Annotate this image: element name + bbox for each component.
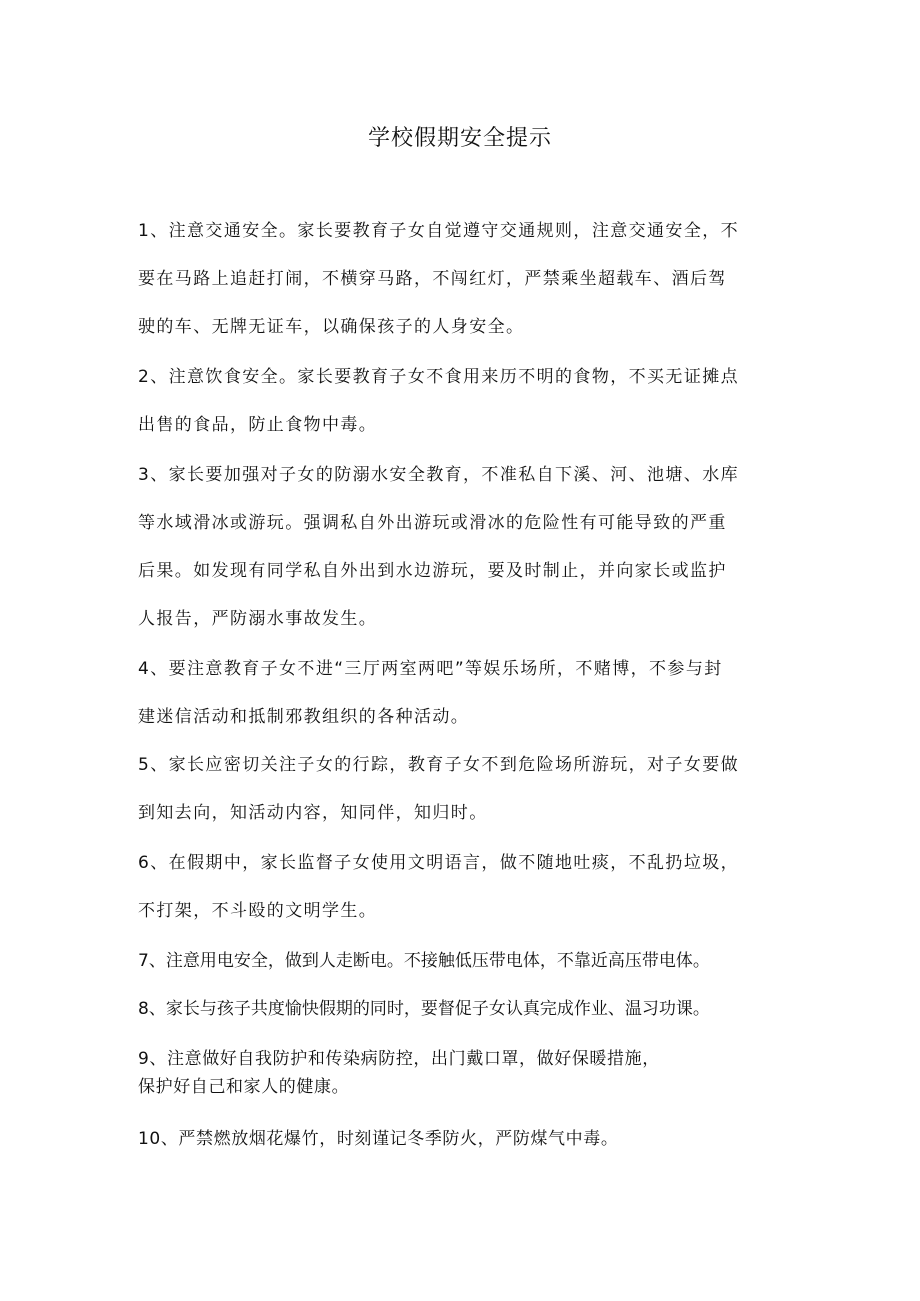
tip-3-line-3: 后果。如发现有同学私自外出到水边游玩，要及时制止，并向家长或监护 <box>138 561 727 581</box>
tip-4-line-2: 建迷信活动和抵制邪教组织的各种活动。 <box>138 707 470 727</box>
tip-6-line-1: 6、在假期中，家长监督子女使用文明语言，做不随地吐痰，不乱扔垃圾， <box>138 853 740 873</box>
tip-2-line-1: 2、注意饮食安全。家长要教育子女不食用来历不明的食物，不买无证摊点 <box>138 367 740 387</box>
tip-3-line-1: 3、家长要加强对子女的防溺水安全教育，不准私自下溪、河、池塘、水库 <box>138 465 740 485</box>
tip-9-line-2: 保护好自己和家人的健康。 <box>138 1077 350 1097</box>
tip-9-line-1: 9、注意做好自我防护和传染病防控，出门戴口罩，做好保暖措施， <box>138 1049 660 1069</box>
tip-1-line-3: 驶的车、无牌无证车，以确保孩子的人身安全。 <box>138 317 525 337</box>
tip-3-line-2: 等水域滑冰或游玩。强调私自外出游玩或滑冰的危险性有可能导致的严重 <box>138 513 727 533</box>
tip-1-line-1: 1、注意交通安全。家长要教育子女自觉遵守交通规则，注意交通安全，不 <box>138 221 740 241</box>
tip-2-line-2: 出售的食品，防止食物中毒。 <box>138 415 378 435</box>
tip-1-line-2: 要在马路上追赶打闹，不横穿马路，不闯红灯，严禁乘坐超载车、酒后驾 <box>138 269 727 289</box>
tip-4-line-1: 4、要注意教育子女不进“三厅两室两吧”等娱乐场所，不赌博，不参与封 <box>138 659 723 679</box>
tip-7-line-1: 7、注意用电安全，做到人走断电。不接触低压带电体，不靠近高压带电体。 <box>138 951 710 971</box>
tip-6-line-2: 不打架，不斗殴的文明学生。 <box>138 901 378 921</box>
tip-5-line-1: 5、家长应密切关注子女的行踪，教育子女不到危险场所游玩，对子女要做 <box>138 755 740 775</box>
tip-3-line-4: 人报告，严防溺水事故发生。 <box>138 609 378 629</box>
document-title: 学校假期安全提示 <box>367 126 552 151</box>
tip-8-line-1: 8、家长与孩子共度愉快假期的同时，要督促子女认真完成作业、温习功课。 <box>138 999 710 1019</box>
tip-10-line-1: 10、严禁燃放烟花爆竹，时刻谨记冬季防火，严防煤气中毒。 <box>138 1129 619 1149</box>
tip-5-line-2: 到知去向，知活动内容，知同伴，知归时。 <box>138 803 488 823</box>
